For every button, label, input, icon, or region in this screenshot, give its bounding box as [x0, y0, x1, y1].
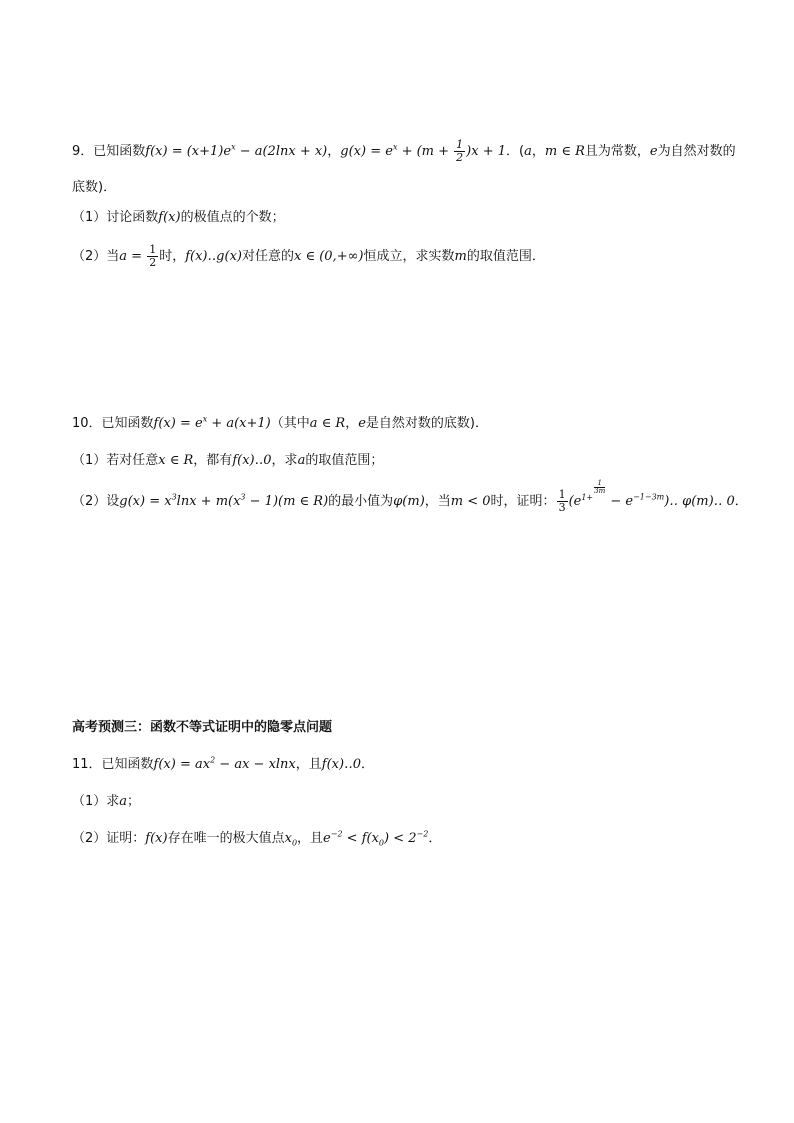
q11-part1	[72, 792, 140, 812]
q10-part2-text-c: ，当	[424, 494, 451, 509]
q10-part2-cond: m < 0	[450, 494, 491, 509]
q11-part2-x0: $x_0$	[284, 831, 298, 848]
q9-text-d: ，	[531, 144, 545, 159]
q10-part1-text-a: （1）若对任意	[72, 453, 159, 468]
q9-part2-domain: x ∈ (0,+∞)	[294, 249, 364, 264]
q9-part2-text-d: 恒成立，求实数	[363, 249, 455, 264]
q11-part2-text-b: 存在唯一的极大值点	[167, 831, 285, 846]
q10-part2-phi: φ(m)	[393, 494, 425, 509]
q10-f-definition: $f(x) = e^x + a(x+1)$	[153, 414, 271, 431]
section-title: 高考预测三：函数不等式证明中的隐零点问题	[72, 720, 333, 735]
q11-f-definition: $f(x) = ax^2$ − ax − xlnx	[153, 755, 296, 772]
q9-line1	[72, 138, 736, 164]
q9-intro: 9．已知函数	[72, 144, 146, 159]
q10-part1-var-a: a	[297, 453, 306, 468]
q11-text-c: ．	[361, 757, 375, 772]
q9-part1	[72, 208, 285, 228]
q9-part1-text-b: 的极值点的个数；	[180, 210, 285, 225]
q9-f-definition: $f(x) = (x+1)e^x - a(2\ln x + x)$	[145, 142, 328, 159]
q11-part1-text-a: （1）求	[72, 794, 120, 809]
q10-line1	[72, 414, 488, 434]
q9-text-e: 且为常数，	[584, 144, 650, 159]
q9-part1-expr: f(x)	[158, 210, 181, 225]
q10-part2-text-e: ．	[734, 494, 748, 509]
q10-var-e: e	[358, 416, 366, 431]
q9-var-e: e	[649, 144, 658, 159]
q10-part2-text-b: 的最小值为	[328, 494, 394, 509]
q10-part2-g-definition: $g(x) = x^3\ln x + m(x^3 - 1)(m$ ∈ R)	[119, 492, 329, 509]
q10-part1-text-c: ，求	[271, 453, 298, 468]
q9-var-a: a	[524, 144, 532, 159]
q10-intro: 10．已知函数	[72, 416, 154, 431]
q11-intro: 11．已知函数	[72, 757, 154, 772]
q9-line2: 底数)．	[72, 180, 117, 195]
q9-part2-text-c: 对任意的	[241, 249, 294, 264]
q11-text-b: ，且	[295, 757, 322, 772]
q11-part2-text-a: （2）证明：	[72, 831, 146, 846]
q10-part1	[72, 451, 383, 471]
q9-comma: ，	[327, 144, 341, 159]
q11-part2-text-c: ，且	[297, 831, 324, 846]
q10-text-b: （其中	[270, 416, 310, 431]
q9-part1-text-a: （1）讨论函数	[72, 210, 159, 225]
q11-part2-text-d: ．	[428, 831, 442, 846]
q10-text-c: ，	[345, 416, 359, 431]
q10-part2-text-a: （2）设	[72, 494, 120, 509]
q10-text-d: 是自然对数的底数)．	[365, 416, 488, 431]
q9-part2-text-a: （2）当	[72, 249, 120, 264]
q10-part2-exp-frac: $\frac{1}{3m}$	[594, 478, 606, 495]
q10-a-in-R: a ∈ R	[309, 416, 346, 431]
q9-part2-expr: f(x)‥g(x)	[185, 249, 242, 264]
q11-part2-inequality: $e^{-2} < f(x_0) < 2^{-2}$	[323, 829, 429, 848]
q11-line1	[72, 755, 374, 775]
q10-part2	[72, 478, 748, 514]
q11-part2-expr: f(x)	[145, 831, 168, 846]
q9-frac-half: $\frac{1}{2}$	[456, 138, 464, 164]
q9-part2-text-e: 的取值范围．	[466, 249, 545, 264]
q11-part1-text-b: ；	[127, 794, 141, 809]
q10-part1-text-b: ，都有	[193, 453, 233, 468]
q10-part1-text-d: 的取值范围；	[305, 453, 384, 468]
q9-text-c: ．(	[506, 144, 525, 159]
q9-text-f: 为自然对数的	[657, 144, 736, 159]
q10-part1-x-in-R: x ∈ R	[158, 453, 194, 468]
q10-part2-frac-third: $\frac{1}{3}$	[558, 488, 566, 514]
q11-part2	[72, 829, 441, 849]
q9-g-definition: $g(x) = e^x + (m$ + $\frac{1}{2}$ )x + 1	[340, 138, 507, 164]
q9-part2-a-eq: a =	[119, 249, 147, 264]
q10-part2-expression: ($e^{1+ \frac{1}{3m}}$ − $e^{-1-3m})‥$ φ(m)‥ 0	[568, 478, 735, 509]
q9-part2	[72, 243, 545, 269]
q10-part2-text-d: 时，证明：	[490, 494, 556, 509]
q11-cond: f(x)‥0	[321, 757, 362, 772]
q9-m-in-R: m ∈ R	[544, 144, 585, 159]
q10-part1-expr: f(x)‥0	[232, 453, 272, 468]
q9-part2-var-m: m	[454, 249, 467, 264]
q9-part2-text-b: 时，	[159, 249, 186, 264]
q9-part2-frac-half: $\frac{1}{2}$	[149, 243, 157, 269]
q11-part1-var-a: a	[119, 794, 128, 809]
